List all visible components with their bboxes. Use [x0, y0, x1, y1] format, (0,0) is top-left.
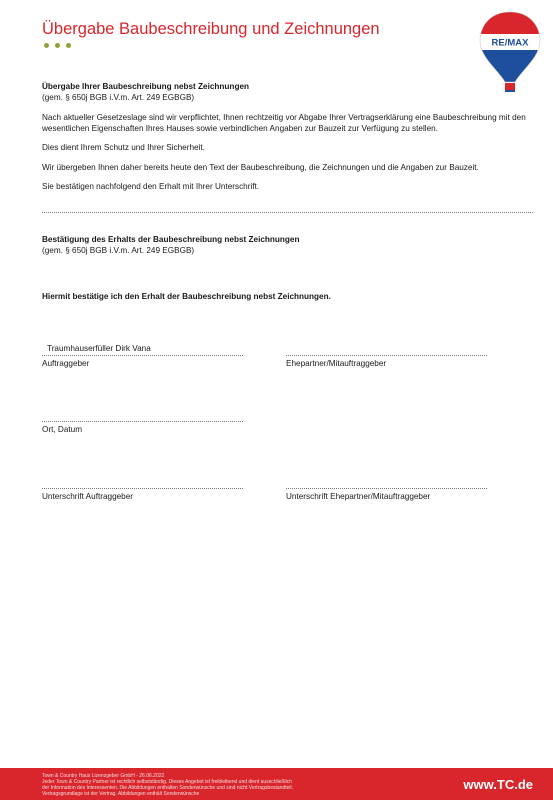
dot	[44, 43, 49, 48]
dot	[55, 43, 60, 48]
section-heading: Übergabe Ihrer Baubeschreibung nebst Zeichnungen	[42, 82, 249, 91]
logo-wordmark: RE/MAX	[491, 37, 529, 49]
legal-reference: (gem. § 650j BGB i.V.m. Art. 249 EGBGB)	[42, 245, 195, 255]
paragraph: Nach aktueller Gesetzeslage sind wir verpflichtet, Ihnen rechtzeitig vor Abgabe Ihrer Vertragserklärung eine Baubeschreibung mit den wesentlichen Eigenschaften Ihres Hauses sowie verbindlichen Angaben zur Bauzeit zur Verfügung zu stellen.	[42, 113, 526, 133]
section-divider	[42, 212, 533, 213]
place-date-line[interactable]	[42, 421, 243, 422]
partner-signature-label: Unterschrift Ehepartner/Mitauftraggeber	[286, 492, 431, 501]
section-heading: Bestätigung des Erhalts der Baubeschreibung nebst Zeichnungen	[42, 235, 300, 244]
legal-reference: (gem. § 650j BGB i.V.m. Art. 249 EGBGB)	[42, 92, 195, 102]
client-line[interactable]	[42, 355, 243, 356]
place-date-label: Ort, Datum	[42, 425, 83, 434]
client-signature-line[interactable]	[42, 488, 243, 489]
footer-disclaimer	[42, 773, 342, 797]
footer-line: Town & Country Haus Lizenzgeber GmbH - 26.06.2022	[42, 773, 165, 779]
footer-line: Vertragsgrundlage ist der Vertrag. Abbildungen enthält Sonderwünsche	[42, 791, 200, 797]
page-title: Übergabe Baubeschreibung und Zeichnungen	[42, 20, 380, 38]
footer-line: Jeder Town & Country Partner ist rechtlich selbstständig. Dieses Angebot ist freibleibend und dient ausschließlich	[42, 779, 293, 785]
confirmation-section	[42, 235, 534, 256]
paragraph: Sie bestätigen nachfolgend den Erhalt mit Ihrer Unterschrift.	[42, 182, 260, 191]
partner-signature-line[interactable]	[286, 488, 487, 489]
dot	[66, 43, 71, 48]
footer-bar	[0, 768, 553, 800]
confirmation-statement: Hiermit bestätige ich den Erhalt der Baubeschreibung nebst Zeichnungen.	[42, 292, 331, 301]
client-signature-label: Unterschrift Auftraggeber	[42, 492, 134, 501]
client-name: Traumhauserfüller Dirk Vana	[47, 344, 151, 353]
client-label: Auftraggeber	[42, 359, 90, 368]
decorative-dots	[44, 43, 71, 48]
handover-section	[42, 82, 534, 193]
footer-line: der Information des Interessenten. Die Abbildungen enthalten Sonderwünsche und sind nicht Vertragsbestandteil.	[42, 785, 293, 791]
website-link[interactable]: www.TC.de	[463, 777, 533, 792]
paragraph: Wir übergeben Ihnen daher bereits heute den Text der Baubeschreibung, die Zeichnungen und die Angaben zur Bauzeit.	[42, 162, 479, 172]
partner-line[interactable]	[286, 355, 487, 356]
partner-label: Ehepartner/Mitauftraggeber	[286, 359, 387, 368]
paragraph: Dies dient Ihrem Schutz und Ihrer Sicherheit.	[42, 143, 205, 152]
